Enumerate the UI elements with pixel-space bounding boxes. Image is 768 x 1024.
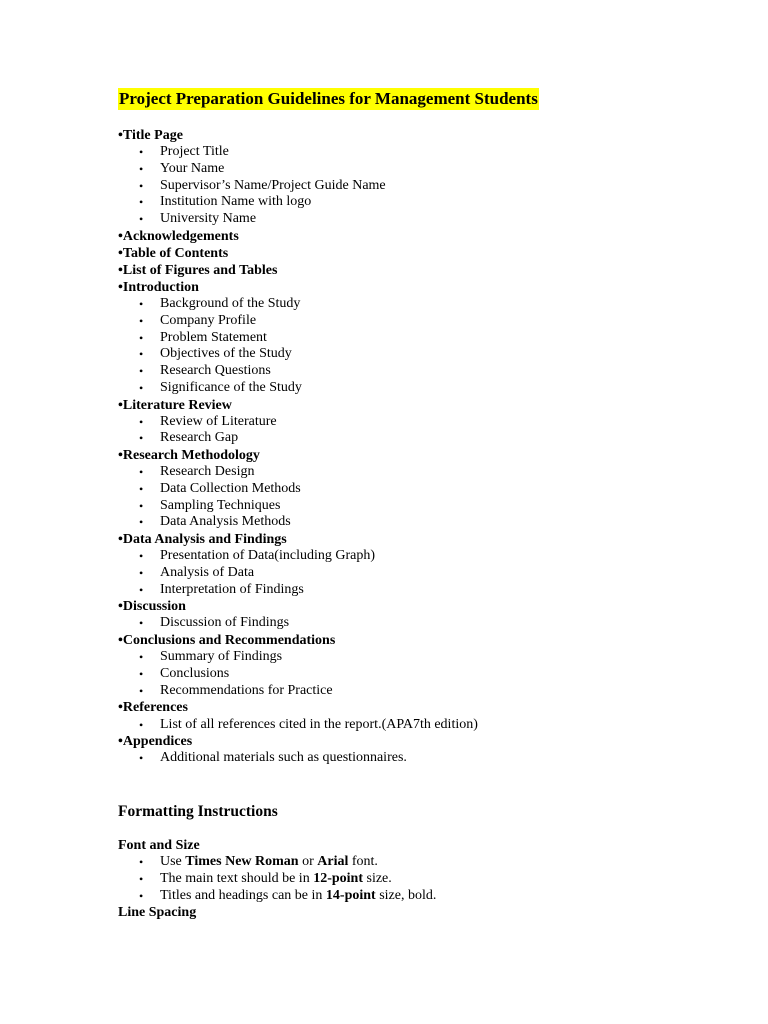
bullet-icon: •: [118, 700, 123, 716]
bullet-icon: •: [139, 565, 144, 580]
list-item-label: Conclusions: [160, 666, 230, 681]
list-item: [118, 582, 718, 599]
list-item-label: Problem Statement: [160, 329, 267, 345]
list-item-label: University Name: [160, 210, 257, 226]
list-item-label: Company Profile: [160, 313, 257, 329]
bullet-icon: •: [139, 650, 144, 665]
list-item-label: Interpretation of Findings: [160, 581, 304, 597]
bullet-icon: •: [139, 751, 144, 766]
list-item-label: Research Questions: [160, 363, 271, 379]
bullet-icon: •: [139, 380, 144, 395]
list-item-label: Your Name: [160, 160, 225, 176]
bullet-icon: •: [118, 532, 123, 547]
section-sub-list: [118, 144, 718, 227]
section-heading-label: References: [122, 700, 188, 716]
list-item-label: Objectives of the Study: [160, 346, 292, 362]
section-heading-label: Data Analysis and Findings: [122, 532, 287, 547]
list-item: [118, 194, 718, 211]
formatting-title: Formatting Instructions: [118, 803, 278, 821]
section-heading-label: Appendices: [122, 734, 193, 750]
bullet-icon: •: [118, 228, 123, 244]
bullet-icon: •: [139, 195, 144, 210]
font-and-size-list: [118, 854, 718, 904]
bullet-icon: •: [139, 297, 144, 312]
list-item: [118, 854, 718, 871]
list-item-label: Data Collection Methods: [160, 480, 301, 496]
list-item: [118, 514, 718, 531]
list-item: [118, 548, 718, 565]
section-sub-list: [118, 615, 718, 632]
bullet-icon: •: [118, 245, 123, 261]
list-item: [118, 871, 718, 888]
section-sub-list: [118, 296, 718, 396]
bullet-icon: •: [139, 616, 144, 631]
section-heading-label: Title Page: [122, 128, 183, 143]
font-and-size-heading: Font and Size: [118, 838, 200, 854]
list-item-label: Data Analysis Methods: [160, 514, 291, 530]
bullet-icon: •: [139, 667, 144, 681]
text-run-bold: 14-point: [325, 887, 376, 903]
bullet-icon: •: [118, 448, 123, 464]
list-item-label: Project Title: [160, 144, 229, 160]
list-item-label: Summary of Findings: [160, 649, 283, 665]
bullet-icon: •: [118, 397, 123, 413]
bullet-icon: •: [139, 855, 144, 870]
bullet-icon: •: [118, 599, 123, 615]
text-run: Titles and headings can be in: [160, 887, 326, 903]
list-item: [118, 178, 718, 195]
section-heading: [118, 447, 718, 464]
bullet-icon: •: [118, 128, 123, 143]
bullet-icon: •: [139, 515, 144, 530]
section-heading: [118, 397, 718, 414]
bullet-icon: •: [139, 582, 144, 597]
list-item: [118, 750, 718, 767]
section-heading: [118, 262, 718, 279]
section-heading-label: Conclusions and Recommendations: [122, 633, 336, 649]
list-item-label: Presentation of Data(including Graph): [160, 548, 375, 564]
section-heading-label: List of Figures and Tables: [122, 263, 278, 278]
bullet-icon: •: [139, 481, 144, 496]
section-heading: [118, 279, 718, 296]
text-run: The main text should be in: [160, 870, 314, 886]
section-heading: [118, 228, 718, 245]
section-heading: [118, 531, 718, 548]
bullet-icon: •: [139, 431, 144, 446]
section-heading: [118, 632, 718, 649]
list-item: [118, 481, 718, 498]
text-run: Use: [160, 854, 186, 870]
text-run: or: [298, 854, 318, 870]
list-item-label: Research Design: [160, 464, 255, 480]
section-sub-list: [118, 717, 718, 734]
bullet-icon: •: [139, 161, 144, 176]
list-item: [118, 363, 718, 380]
line-spacing-heading: Line Spacing: [118, 905, 197, 921]
section-sub-list: [118, 414, 718, 447]
section-heading: [118, 699, 718, 716]
list-item-label: Significance of the Study: [160, 379, 302, 395]
list-item: [118, 414, 718, 431]
list-item-label: Research Gap: [160, 430, 239, 446]
list-item-label: Discussion of Findings: [160, 615, 290, 631]
section-heading-label: Literature Review: [122, 397, 232, 413]
bullet-icon: •: [118, 734, 123, 750]
list-item-label: Additional materials such as questionnaires.: [160, 750, 407, 766]
bullet-icon: •: [139, 330, 144, 345]
bullet-icon: •: [139, 347, 144, 362]
section-heading: [118, 245, 718, 262]
section-sub-list: [118, 649, 718, 699]
list-item: [118, 380, 718, 397]
list-item: [118, 211, 718, 228]
bullet-icon: •: [139, 871, 144, 886]
list-item-label: Analysis of Data: [160, 564, 255, 580]
section-heading: [118, 598, 718, 615]
list-item-label: Institution Name with logo: [160, 194, 312, 210]
list-item-label: Background of the Study: [160, 296, 301, 312]
bullet-icon: •: [139, 314, 144, 329]
list-item: [118, 615, 718, 632]
list-item: [118, 498, 718, 515]
section-sub-list: [118, 750, 718, 767]
list-item: [118, 161, 718, 178]
list-item: [118, 430, 718, 447]
section-heading: [118, 127, 718, 144]
list-item: [118, 296, 718, 313]
bullet-icon: •: [139, 364, 144, 379]
list-item-label: Recommendations for Practice: [160, 682, 333, 698]
section-heading: [118, 733, 718, 750]
bullet-icon: •: [118, 633, 123, 649]
bullet-icon: •: [139, 683, 144, 698]
outline-sections: [118, 127, 718, 767]
section-sub-list: [118, 548, 718, 598]
bullet-icon: •: [139, 178, 144, 193]
bullet-icon: •: [139, 145, 144, 160]
list-item: [118, 649, 718, 666]
bullet-icon: •: [139, 211, 144, 226]
list-item-label: Supervisor’s Name/Project Guide Name: [160, 177, 386, 193]
text-run: size.: [363, 870, 392, 886]
bullet-icon: •: [139, 498, 144, 513]
bullet-icon: •: [139, 414, 144, 429]
bullet-icon: •: [118, 263, 123, 278]
bullet-icon: •: [139, 549, 144, 564]
list-item: [118, 464, 718, 481]
list-item: [118, 666, 718, 683]
list-item: [118, 330, 718, 347]
bullet-icon: •: [139, 465, 144, 480]
document-page: [118, 88, 718, 921]
text-run: font.: [348, 854, 378, 870]
section-sub-list: [118, 464, 718, 531]
section-heading-label: Discussion: [122, 599, 186, 615]
list-item: [118, 313, 718, 330]
text-run-bold: Times New Roman: [185, 854, 299, 870]
list-item: [118, 717, 718, 734]
section-heading-label: Table of Contents: [122, 245, 229, 261]
section-heading-label: Introduction: [122, 280, 199, 296]
section-heading-label: Acknowledgements: [122, 228, 239, 244]
list-item: [118, 683, 718, 700]
bullet-icon: •: [139, 717, 144, 732]
text-run: size, bold.: [375, 887, 437, 903]
list-item: [118, 144, 718, 161]
bullet-icon: •: [118, 280, 123, 296]
list-item: [118, 888, 718, 905]
section-heading-label: Research Methodology: [122, 448, 260, 464]
text-run-bold: 12-point: [313, 870, 363, 886]
bullet-icon: •: [139, 888, 144, 903]
document-title: Project Preparation Guidelines for Management Students: [119, 89, 538, 108]
list-item-label: Sampling Techniques: [160, 497, 281, 513]
text-run-bold: Arial: [317, 854, 349, 870]
list-item-label: Review of Literature: [160, 413, 277, 429]
list-item: [118, 565, 718, 582]
list-item: [118, 346, 718, 363]
list-item-label: List of all references cited in the report.(APA7th edition): [160, 716, 478, 732]
